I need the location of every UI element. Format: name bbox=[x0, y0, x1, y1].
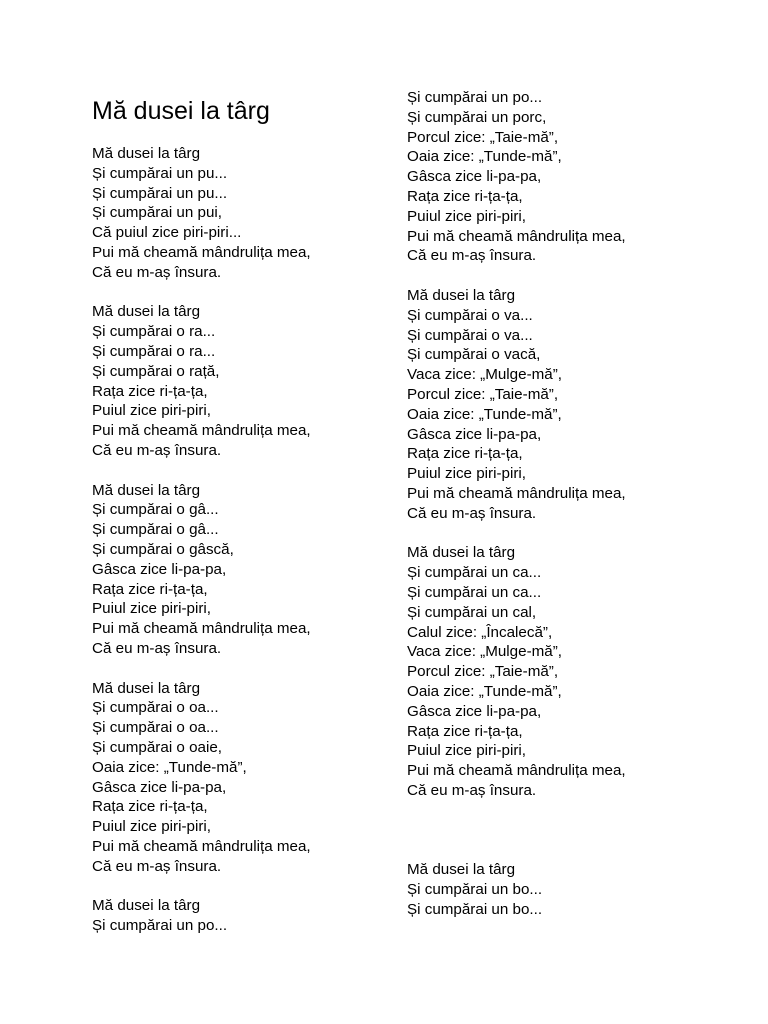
verse-line: Vaca zice: „Mulge-mă”, bbox=[407, 366, 563, 384]
verse-line: Rața zice ri-ța-ța, bbox=[407, 445, 523, 463]
verse-line: Puiul zice piri-piri, bbox=[407, 207, 527, 225]
verse-line: Porcul zice: „Taie-mă”, bbox=[407, 663, 559, 681]
verse-line: Pui mă cheamă mândrulița mea, bbox=[92, 837, 311, 855]
verse-line: Și cumpărai o gâ... bbox=[92, 501, 219, 519]
verse-line: Mă dusei la târg bbox=[407, 861, 516, 879]
verse-line: Pui mă cheamă mândrulița mea, bbox=[92, 243, 311, 261]
stanza bbox=[407, 543, 737, 800]
verse-line: Și cumpărai o oa... bbox=[92, 699, 219, 717]
verse-line: Calul zice: „Încalecă”, bbox=[407, 623, 553, 641]
verse-line: Puiul zice piri-piri, bbox=[92, 818, 212, 836]
verse-line: Gâsca zice li-pa-pa, bbox=[407, 702, 542, 720]
verse-line: Porcul zice: „Taie-mă”, bbox=[407, 385, 559, 403]
stanza bbox=[92, 896, 422, 936]
verse-line: Și cumpărai un ca... bbox=[407, 583, 542, 601]
verse-line: Oaia zice: „Tunde-mă”, bbox=[407, 405, 562, 423]
verse-line: Și cumpărai un pu... bbox=[92, 164, 228, 182]
verse-line: Și cumpărai o va... bbox=[407, 306, 533, 324]
verse-line: Și cumpărai o gâscă, bbox=[92, 540, 234, 558]
verse-line: Și cumpărai o gâ... bbox=[92, 521, 219, 539]
verse-line: Și cumpărai un cal, bbox=[407, 603, 537, 621]
verse-line: Și cumpărai un pu... bbox=[92, 184, 228, 202]
verse-line: Mă dusei la târg bbox=[407, 544, 516, 562]
verse-line: Că eu m-aș însura. bbox=[92, 857, 222, 875]
verse-line: Pui mă cheamă mândrulița mea, bbox=[407, 227, 626, 245]
verse-line: Mă dusei la târg bbox=[92, 897, 201, 915]
verse-line: Pui mă cheamă mândrulița mea, bbox=[407, 484, 626, 502]
verse-line: Și cumpărai un ca... bbox=[407, 564, 542, 582]
left-column bbox=[92, 144, 422, 956]
verse-line: Și cumpărai o rață, bbox=[92, 362, 220, 380]
verse-line: Și cumpărai o ra... bbox=[92, 342, 216, 360]
stanza bbox=[407, 286, 737, 524]
verse-line: Mă dusei la târg bbox=[92, 679, 201, 697]
verse-line: Că eu m-aș însura. bbox=[92, 263, 222, 281]
verse-line: Și cumpărai un po... bbox=[92, 917, 228, 935]
verse-line: Pui mă cheamă mândrulița mea, bbox=[92, 620, 311, 638]
verse-line: Mă dusei la târg bbox=[92, 481, 201, 499]
verse-line: Și cumpărai un bo... bbox=[407, 900, 543, 918]
verse-line: Că eu m-aș însura. bbox=[92, 639, 222, 657]
verse-line: Și cumpărai un bo... bbox=[407, 880, 543, 898]
verse-line: Rața zice ri-ța-ța, bbox=[92, 580, 208, 598]
stanza bbox=[407, 88, 737, 266]
verse-line: Că eu m-aș însura. bbox=[407, 781, 537, 799]
verse-line: Gâsca zice li-pa-pa, bbox=[92, 778, 227, 796]
stanza bbox=[407, 860, 737, 919]
verse-line: Și cumpărai o vacă, bbox=[407, 346, 541, 364]
verse-line: Gâsca zice li-pa-pa, bbox=[407, 425, 542, 443]
verse-line: Că eu m-aș însura. bbox=[407, 504, 537, 522]
verse-line: Pui mă cheamă mândrulița mea, bbox=[407, 762, 626, 780]
stanza bbox=[92, 679, 422, 877]
verse-line: Gâsca zice li-pa-pa, bbox=[407, 168, 542, 186]
verse-line: Oaia zice: „Tunde-mă”, bbox=[407, 682, 562, 700]
verse-line: Și cumpărai o ra... bbox=[92, 323, 216, 341]
verse-line: Și cumpărai un po... bbox=[407, 89, 543, 106]
verse-line: Oaia zice: „Tunde-mă”, bbox=[407, 148, 562, 166]
verse-line: Mă dusei la târg bbox=[92, 145, 201, 162]
verse-line: Că eu m-aș însura. bbox=[92, 441, 222, 459]
stanza bbox=[92, 144, 422, 283]
verse-line: Rața zice ri-ța-ța, bbox=[92, 382, 208, 400]
verse-line: Porcul zice: „Taie-mă”, bbox=[407, 128, 559, 146]
stanza bbox=[92, 481, 422, 659]
verse-line: Vaca zice: „Mulge-mă”, bbox=[407, 643, 563, 661]
verse-line: Și cumpărai un porc, bbox=[407, 108, 547, 126]
verse-line: Că puiul zice piri-piri... bbox=[92, 224, 242, 242]
verse-line: Oaia zice: „Tunde-mă”, bbox=[92, 758, 247, 776]
document-title: Mă dusei la târg bbox=[92, 97, 270, 125]
verse-line: Și cumpărai un pui, bbox=[92, 204, 223, 222]
right-column bbox=[407, 88, 737, 939]
verse-line: Puiul zice piri-piri, bbox=[407, 742, 527, 760]
verse-line: Și cumpărai o oaie, bbox=[92, 738, 223, 756]
verse-line: Că eu m-aș însura. bbox=[407, 247, 537, 265]
stanza bbox=[92, 302, 422, 460]
verse-line: Mă dusei la târg bbox=[407, 286, 516, 304]
verse-line: Rața zice ri-ța-ța, bbox=[407, 722, 523, 740]
verse-line: Mă dusei la târg bbox=[92, 303, 201, 321]
verse-line: Și cumpărai o va... bbox=[407, 326, 533, 344]
verse-line: Și cumpărai o oa... bbox=[92, 719, 219, 737]
verse-line: Rața zice ri-ța-ța, bbox=[407, 187, 523, 205]
verse-line: Rața zice ri-ța-ța, bbox=[92, 798, 208, 816]
verse-line: Puiul zice piri-piri, bbox=[407, 465, 527, 483]
verse-line: Puiul zice piri-piri, bbox=[92, 402, 212, 420]
verse-line: Gâsca zice li-pa-pa, bbox=[92, 560, 227, 578]
verse-line: Pui mă cheamă mândrulița mea, bbox=[92, 422, 311, 440]
verse-line: Puiul zice piri-piri, bbox=[92, 600, 212, 618]
